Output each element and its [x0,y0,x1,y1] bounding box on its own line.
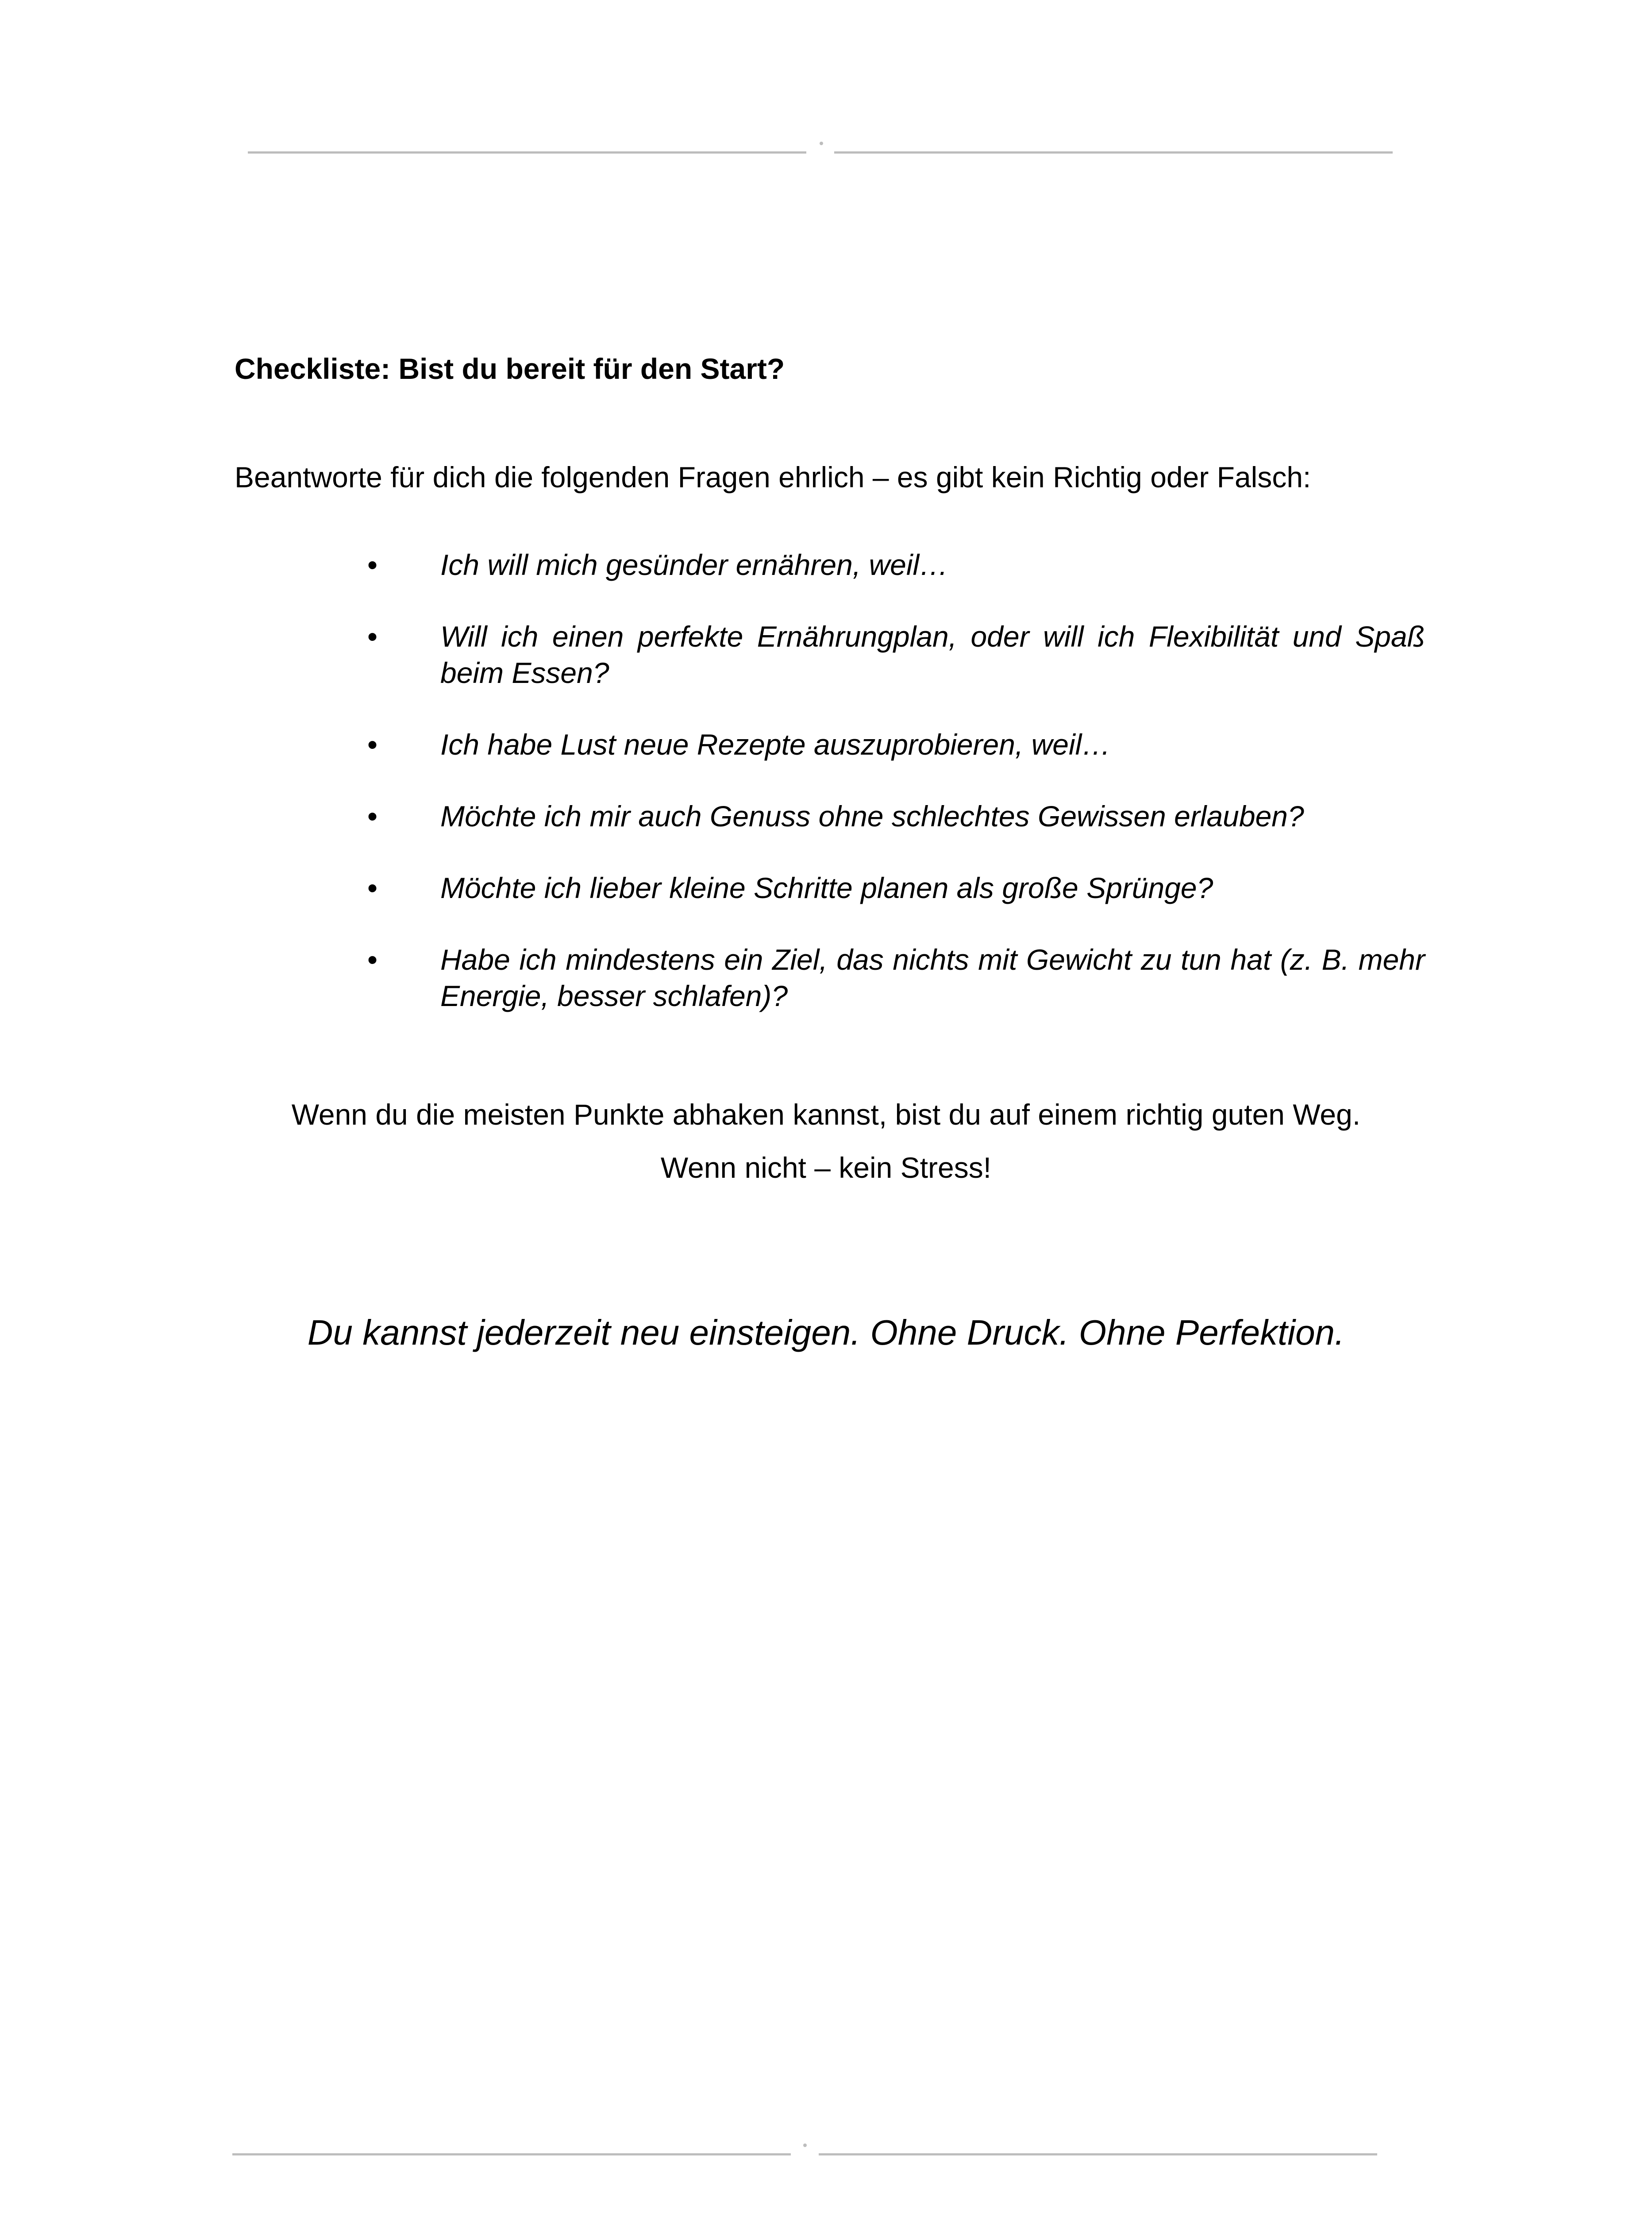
list-item [367,870,1425,906]
page-title: Checkliste: Bist du bereit für den Start? [235,352,785,385]
list-item [367,798,1425,834]
bullet-icon: • [367,800,378,833]
bullet-icon: • [367,548,378,581]
header-rule-dot [820,142,823,145]
list-item-text: Habe ich mindestens ein Ziel, das nichts mit Gewicht zu tun hat (z. B. mehr Energie, besser schlafen)? [440,943,1425,1012]
closing-line-2: Wenn nicht – kein Stress! [660,1151,992,1184]
list-item-text: Möchte ich mir auch Genuss ohne schlechtes Gewissen erlauben? [440,800,1304,833]
motto-text: Du kannst jederzeit neu einsteigen. Ohne Druck. Ohne Perfektion. [307,1313,1345,1352]
footer-rule-left [232,2153,791,2155]
list-item [367,726,1425,763]
closing-line-1: Wenn du die meisten Punkte abhaken kannst, bist du auf einem richtig guten Weg. [291,1098,1361,1131]
list-item [367,941,1425,1014]
header-rule-left [248,151,806,154]
list-item-text: Ich habe Lust neue Rezepte auszuprobieren, weil… [440,728,1111,761]
footer-rule-dot [803,2144,807,2147]
intro-text: Beantworte für dich die folgenden Fragen ehrlich – es gibt kein Richtig oder Falsch: [235,461,1311,493]
bullet-icon: • [367,943,378,976]
list-item [367,547,1425,583]
list-item [367,618,1425,691]
list-item-text: Will ich einen perfekte Ernährungplan, oder will ich Flexibilität und Spaß beim Essen? [440,620,1425,689]
header-rule-right [834,151,1393,154]
checklist [367,547,1425,1049]
bullet-icon: • [367,620,378,653]
bullet-icon: • [367,728,378,761]
footer-rule-right [819,2153,1377,2155]
bullet-icon: • [367,871,378,904]
list-item-text: Ich will mich gesünder ernähren, weil… [440,548,949,581]
list-item-text: Möchte ich lieber kleine Schritte planen als große Sprünge? [440,871,1213,904]
